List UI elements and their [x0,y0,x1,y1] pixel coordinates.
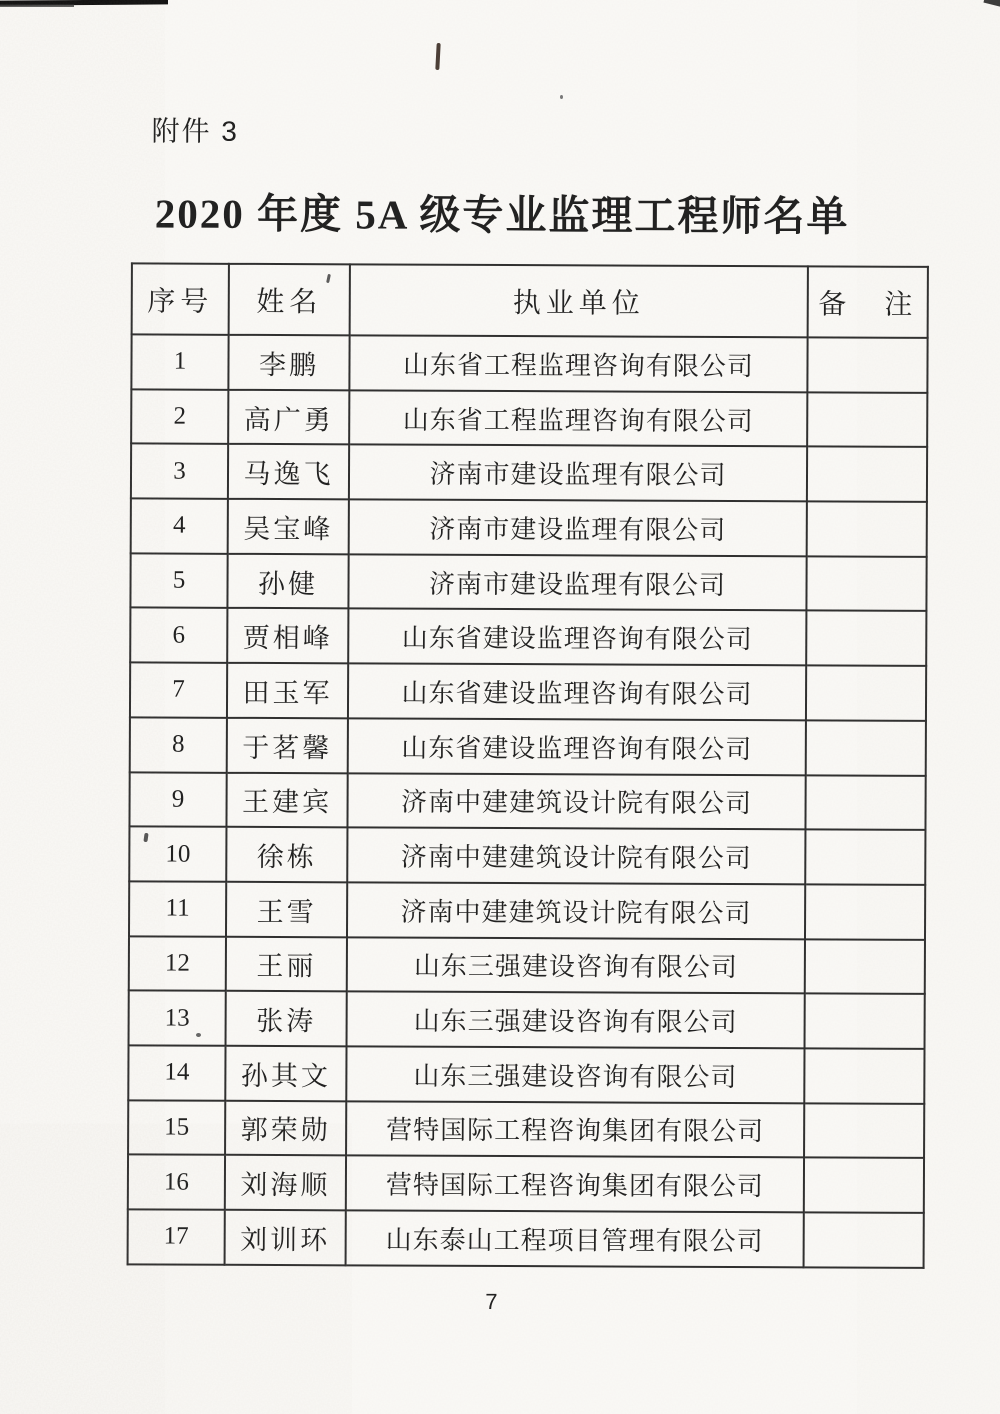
cell-company: 山东省工程监理咨询有限公司 [349,390,807,447]
cell-name: 徐栋 [226,827,347,882]
table-row [128,1045,924,1103]
table-header [132,263,928,337]
header-cell-name: 姓名 [229,264,350,336]
table-row [131,444,927,502]
cell-no: 17 [128,1209,225,1264]
cell-no: 15 [128,1100,225,1155]
cell-remark [806,720,926,775]
cell-company: 济南中建建筑设计院有限公司 [347,882,805,939]
cell-name: 孙健 [227,554,348,609]
cell-remark [807,337,927,392]
cell-remark [804,1158,924,1213]
table-row [130,663,926,721]
cell-no: 11 [129,881,226,936]
cell-name: 王丽 [226,936,347,991]
cell-no: 7 [130,663,227,718]
cell-no: 5 [130,553,227,608]
cell-name: 吴宝峰 [228,499,349,554]
cell-remark [804,1103,924,1158]
cell-remark [805,994,925,1049]
cell-company: 济南市建设监理有限公司 [349,499,807,556]
cell-remark [807,447,927,502]
cell-remark [805,775,925,830]
table-row [129,881,925,939]
cell-remark [807,392,927,447]
cell-no: 16 [128,1155,225,1210]
cell-no: 4 [131,498,228,553]
cell-company: 山东泰山工程项目管理有限公司 [346,1210,804,1267]
cell-remark [806,556,926,611]
table-row [130,717,926,775]
cell-no: 10 [129,827,226,882]
cell-remark [806,611,926,666]
cell-name: 于茗馨 [227,718,348,773]
cell-company: 山东省建设监理咨询有限公司 [348,663,806,720]
cell-no: 8 [130,717,227,772]
cell-no: 3 [131,444,228,499]
table-row [130,608,926,666]
cell-name: 马逸飞 [228,444,349,499]
cell-no: 6 [130,608,227,663]
cell-name: 高广勇 [228,389,349,444]
cell-no: 1 [131,334,228,389]
cell-name: 张涛 [226,991,347,1046]
cell-company: 营特国际工程咨询集团有限公司 [346,1101,804,1158]
attachment-label: 附件 3 [151,115,239,147]
cell-remark [805,939,925,994]
table-row [130,553,926,611]
cell-remark [804,1048,924,1103]
cell-company: 营特国际工程咨询集团有限公司 [346,1156,804,1213]
cell-no: 2 [131,389,228,444]
table-row [131,334,927,392]
engineer-list-table [127,262,929,1268]
cell-name: 刘海顺 [225,1155,346,1210]
cell-remark [806,665,926,720]
table-row [128,1100,924,1158]
cell-name: 李鹏 [228,335,349,390]
cell-name: 王雪 [226,882,347,937]
table-row [129,991,925,1049]
cell-company: 济南中建建筑设计院有限公司 [347,828,805,885]
cell-no: 9 [129,772,226,827]
table-row [131,389,927,447]
header-cell-company: 执业单位 [350,264,808,337]
cell-no: 13 [129,991,226,1046]
table-body [128,334,928,1267]
table-row [129,827,925,885]
cell-company: 山东三强建设咨询有限公司 [347,937,805,994]
cell-name: 郭荣勋 [225,1100,346,1155]
cell-name: 刘训环 [225,1210,346,1265]
cell-no: 12 [129,936,226,991]
cell-company: 山东省建设监理咨询有限公司 [348,609,806,666]
header-row [132,263,928,337]
cell-company: 山东省建设监理咨询有限公司 [348,718,806,775]
cell-company: 山东三强建设咨询有限公司 [347,992,805,1049]
cell-company: 济南市建设监理有限公司 [349,445,807,502]
document-title: 2020 年度 5A 级专业监理工程师名单 [154,190,850,240]
cell-no: 14 [128,1045,225,1100]
cell-name: 孙其文 [225,1046,346,1101]
page-number: 7 [485,1288,498,1314]
cell-company: 山东省工程监理咨询有限公司 [349,335,807,392]
cell-name: 田玉军 [227,663,348,718]
cell-remark [807,501,927,556]
table-row [131,498,927,556]
table-row [129,936,925,994]
cell-remark [804,1212,924,1267]
cell-company: 山东三强建设咨询有限公司 [346,1046,804,1103]
cell-company: 济南市建设监理有限公司 [348,554,806,611]
cell-remark [805,830,925,885]
cell-name: 贾相峰 [227,608,348,663]
header-cell-remark: 备 注 [808,266,928,338]
header-cell-no: 序号 [132,263,229,334]
table-row [128,1155,924,1213]
table-row [128,1209,924,1267]
cell-company: 济南中建建筑设计院有限公司 [347,773,805,830]
cell-name: 王建宾 [226,772,347,827]
cell-remark [805,884,925,939]
table-row [129,772,925,830]
